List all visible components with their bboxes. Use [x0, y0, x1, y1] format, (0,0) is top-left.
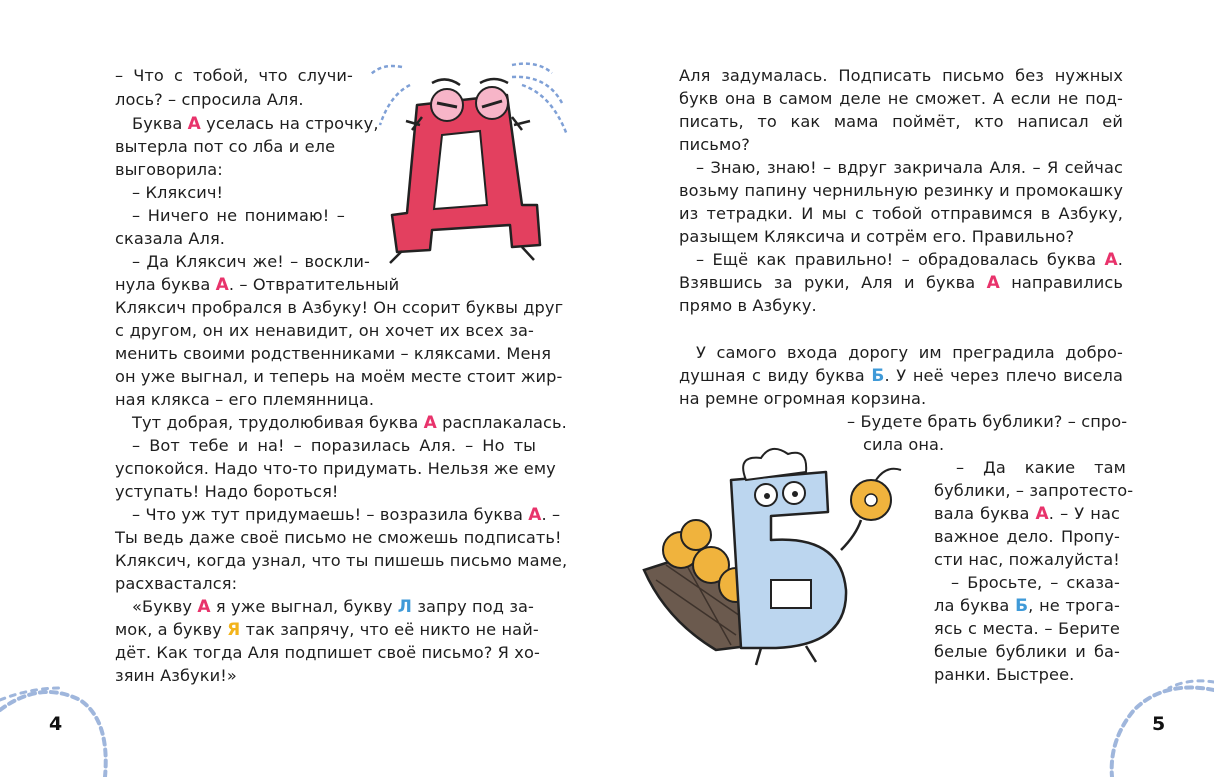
- left-text-line: [115, 273, 400, 297]
- text-segment: . – У нас: [1048, 504, 1121, 523]
- text-segment: – Что уж тут придумаешь! – возразила буква: [132, 505, 529, 524]
- crying-letter-a-icon: [362, 55, 592, 275]
- text-segment: – Ничего не понимаю! –: [132, 206, 345, 225]
- text-segment: У самого входа дорогу им преградила добро-: [696, 343, 1123, 362]
- text-segment: выговорила:: [115, 160, 223, 179]
- highlighted-letter: А: [1104, 250, 1118, 270]
- text-segment: запру под за-: [412, 597, 534, 616]
- right-text-line: [696, 248, 1123, 272]
- page-number-left: 4: [49, 713, 63, 735]
- highlighted-letter: А: [986, 273, 1000, 293]
- text-segment: бублики, – запротесто-: [934, 481, 1134, 500]
- right-text-line: [951, 571, 1120, 594]
- right-text-line: [934, 663, 1074, 686]
- letter-b-with-bagels-icon: [636, 440, 921, 670]
- text-segment: . У неё через плечо висела: [884, 366, 1123, 385]
- left-text-line: [132, 112, 379, 136]
- highlighted-letter: А: [423, 413, 437, 433]
- left-text-line: [115, 480, 339, 503]
- left-text-line: [132, 250, 370, 273]
- text-segment: Кляксич, когда узнал, что ты пишешь письмо маме,: [115, 551, 568, 570]
- text-segment: из тетрадки. И мы с тобой отправимся в Азбуку,: [679, 204, 1123, 223]
- highlighted-letter: Б: [1015, 596, 1029, 616]
- text-segment: ранки. Быстрее.: [934, 665, 1075, 684]
- right-text-line: [696, 156, 1123, 179]
- text-segment: писать, то как мама поймёт, кто написал ей: [679, 112, 1123, 131]
- right-text-line: [679, 387, 926, 410]
- left-text-line: [115, 618, 539, 642]
- text-segment: сти нас, пожалуйста!: [934, 550, 1120, 569]
- text-segment: – Кляксич!: [132, 183, 224, 202]
- text-segment: сила она.: [863, 435, 945, 454]
- text-segment: вала буква: [934, 504, 1036, 523]
- left-text-line: [115, 664, 237, 687]
- left-text-line: [115, 296, 564, 319]
- text-segment: белые бублики и ба-: [934, 642, 1120, 661]
- right-text-line: [696, 341, 1123, 364]
- right-text-line: [934, 479, 1134, 502]
- text-segment: сказала Аля.: [115, 229, 226, 248]
- text-segment: успокойся. Надо что-то придумать. Нельзя же ему: [115, 459, 556, 478]
- text-segment: «Букву: [132, 597, 198, 616]
- left-text-line: [115, 342, 552, 365]
- text-segment: нула буква: [115, 275, 216, 294]
- right-text-line: [934, 502, 1120, 526]
- highlighted-letter: А: [187, 114, 201, 134]
- text-segment: букв она в самом деле не сможет. А если не под-: [679, 89, 1123, 108]
- right-text-line: [679, 294, 817, 317]
- left-text-line: [132, 411, 567, 435]
- right-text-line: [934, 594, 1120, 618]
- text-segment: уселась на строчку,: [200, 114, 379, 133]
- page-number-right: 5: [1152, 713, 1166, 735]
- right-text-line: [679, 133, 750, 156]
- left-text-line: [115, 572, 237, 595]
- text-segment: душная с виду буква: [679, 366, 872, 385]
- right-text-line: [847, 410, 1128, 433]
- text-segment: – Что с тобой, что случи-: [115, 66, 353, 85]
- left-text-line: [132, 434, 536, 457]
- text-segment: ная клякса – его племянница.: [115, 390, 375, 409]
- text-segment: Взявшись за руки, Аля и буква: [679, 273, 987, 292]
- right-text-line: [679, 87, 1123, 110]
- left-text-line: [115, 135, 336, 158]
- text-segment: , не трога-: [1028, 596, 1120, 615]
- text-segment: – Да Кляксич же! – воскли-: [132, 252, 370, 271]
- text-segment: .: [1117, 250, 1123, 269]
- left-text-line: [132, 204, 345, 227]
- text-segment: лось? – спросила Аля.: [115, 90, 304, 109]
- left-text-line: [115, 319, 534, 342]
- text-segment: разыщем Кляксича и сотрём его. Правильно?: [679, 227, 1075, 246]
- left-text-line: [115, 641, 540, 664]
- text-segment: уступать! Надо бороться!: [115, 482, 339, 501]
- text-segment: – Бросьте, – сказа-: [951, 573, 1120, 592]
- text-segment: направились: [999, 273, 1123, 292]
- right-text-line: [679, 64, 1123, 87]
- highlighted-letter: А: [197, 597, 211, 617]
- text-segment: Ты ведь даже своё письмо не сможешь подписать!: [115, 528, 562, 547]
- left-text-line: [115, 64, 353, 87]
- text-segment: расплакалась.: [436, 413, 567, 432]
- highlighted-letter: Я: [227, 620, 241, 640]
- left-text-line: [115, 388, 374, 411]
- right-text-line: [934, 548, 1120, 571]
- text-segment: . – Отвратительный: [228, 275, 400, 294]
- right-text-line: [679, 364, 1123, 388]
- right-text-line: [679, 202, 1123, 225]
- text-segment: – Ещё как правильно! – обрадовалась буква: [696, 250, 1105, 269]
- text-segment: – Да какие там: [956, 458, 1126, 477]
- text-segment: Кляксич пробрался в Азбуку! Он ссорит буквы друг: [115, 298, 564, 317]
- text-segment: так запрячу, что её никто не най-: [240, 620, 539, 639]
- left-text-line: [115, 158, 223, 181]
- text-segment: ла буква: [934, 596, 1016, 615]
- text-segment: на ремне огромная корзина.: [679, 389, 927, 408]
- left-text-line: [132, 181, 223, 204]
- left-text-line: [132, 595, 534, 619]
- right-text-line: [679, 271, 1123, 295]
- text-segment: – Знаю, знаю! – вдруг закричала Аля. – Я сейчас: [696, 158, 1123, 177]
- text-segment: Буква: [132, 114, 188, 133]
- left-text-line: [132, 503, 561, 527]
- text-segment: Аля задумалась. Подписать письмо без нужных: [679, 66, 1123, 85]
- left-text-line: [115, 549, 568, 572]
- highlighted-letter: Б: [871, 366, 885, 386]
- text-segment: расхвастался:: [115, 574, 238, 593]
- left-text-line: [115, 457, 556, 480]
- left-text-line: [115, 227, 225, 250]
- left-text-line: [115, 365, 563, 388]
- text-segment: ясь с места. – Берите: [934, 619, 1120, 638]
- text-segment: я уже выгнал, букву: [210, 597, 398, 616]
- highlighted-letter: А: [1035, 504, 1049, 524]
- text-segment: он уже выгнал, и теперь на моём месте стоит жир-: [115, 367, 563, 386]
- left-text-line: [115, 526, 562, 549]
- right-text-line: [934, 525, 1120, 548]
- text-segment: – Будете брать бублики? – спро-: [847, 412, 1128, 431]
- right-text-line: [934, 640, 1120, 663]
- right-text-line: [679, 179, 1123, 202]
- right-text-line: [679, 110, 1123, 133]
- right-text-line: [956, 456, 1126, 479]
- right-text-line: [679, 225, 1074, 248]
- highlighted-letter: А: [215, 275, 229, 295]
- text-segment: дёт. Как тогда Аля подпишет своё письмо? Я хо-: [115, 643, 540, 662]
- text-segment: мок, а букву: [115, 620, 228, 639]
- text-segment: письмо?: [679, 135, 750, 154]
- text-segment: с другом, он их ненавидит, он хочет их всех за-: [115, 321, 534, 340]
- highlighted-letter: А: [528, 505, 542, 525]
- right-text-line: [934, 617, 1120, 640]
- text-segment: зяин Азбуки!»: [115, 666, 237, 685]
- highlighted-letter: Л: [397, 597, 413, 617]
- text-segment: вытерла пот со лба и еле: [115, 137, 336, 156]
- left-text-line: [115, 88, 304, 111]
- text-segment: прямо в Азбуку.: [679, 296, 817, 315]
- text-segment: . –: [541, 505, 561, 524]
- text-segment: – Вот тебе и на! – поразилась Аля. – Но ты: [132, 436, 536, 455]
- text-segment: Тут добрая, трудолюбивая буква: [132, 413, 424, 432]
- text-segment: менить своими родственниками – кляксами. Меня: [115, 344, 552, 363]
- text-segment: возьму папину чернильную резинку и промокашку: [679, 181, 1123, 200]
- text-segment: важное дело. Пропу-: [934, 527, 1120, 546]
